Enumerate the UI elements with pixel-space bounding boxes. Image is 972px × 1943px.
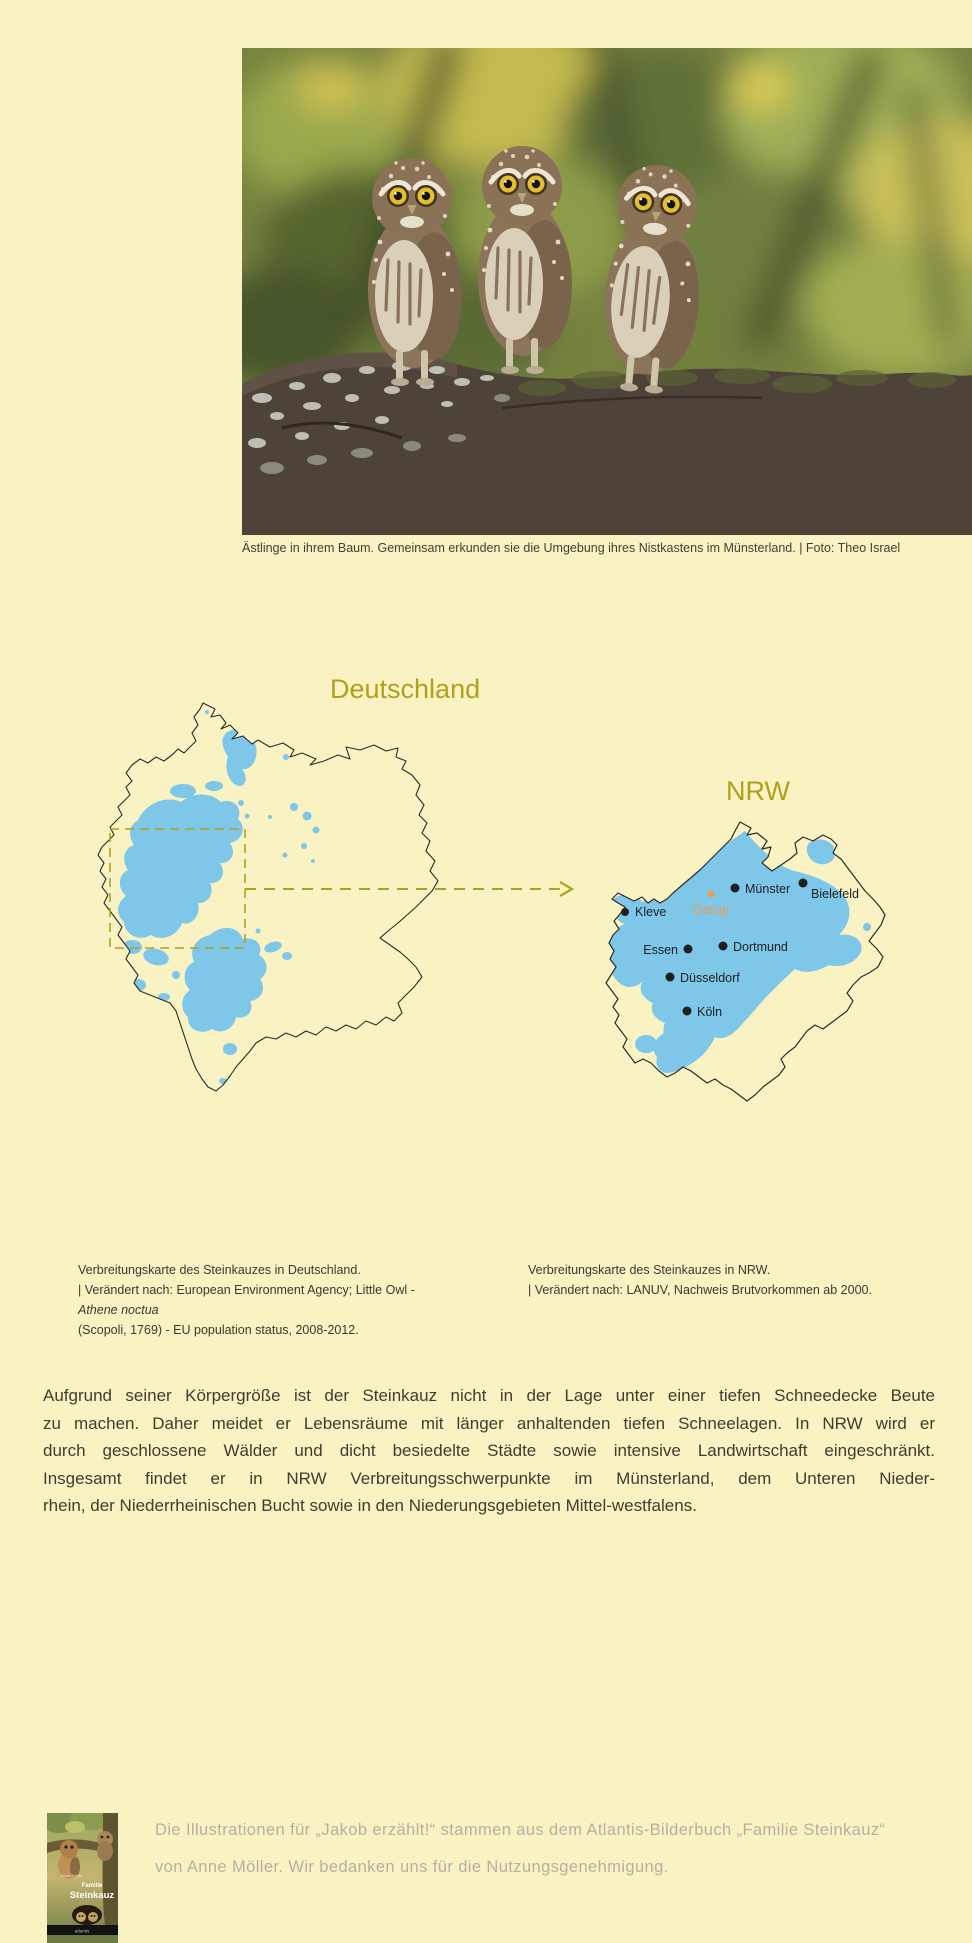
city-dot-essen <box>684 945 693 954</box>
nrw-map-caption <box>528 1260 958 1300</box>
city-dot-muenster <box>731 884 740 893</box>
city-label-essen: Essen <box>643 943 678 957</box>
city-label-kleve: Kleve <box>635 905 667 919</box>
germany-map-caption <box>78 1260 450 1340</box>
owl-photo <box>242 48 972 535</box>
nrw-map <box>606 822 885 1101</box>
nrw-caption-line1: Verbreitungskarte des Steinkauzes in NRW. <box>528 1263 771 1277</box>
city-dot-dortmund <box>719 942 728 951</box>
species-name: Athene noctua <box>78 1303 159 1317</box>
book-cover <box>47 1813 118 1943</box>
book-title-line1: Familie <box>81 1883 103 1889</box>
germany-caption-line1: Verbreitungskarte des Steinkauzes in Deutschland. <box>78 1263 361 1277</box>
germany-caption-line2: | Verändert nach: European Environment Agency; Little Owl - Athene noctua <box>78 1283 415 1317</box>
book-publisher-logo: atlantis <box>74 1928 90 1934</box>
nrw-caption-line2: | Verändert nach: LANUV, Nachweis Brutvorkommen ab 2000. <box>528 1283 872 1297</box>
city-dot-kleve <box>621 908 629 916</box>
lichen-branch <box>242 352 972 535</box>
nrw-distribution-patches <box>608 831 871 1089</box>
body-line: rhein, der Niederrheinischen Bucht sowie in den Niederungsgebieten Mittel-westfalens. <box>43 1496 697 1515</box>
credit-line2: von Anne Möller. Wir bedanken uns für die Nutzungsgenehmigung. <box>155 1858 669 1876</box>
germany-caption-line3: (Scopoli, 1769) - EU population status, 2008-2012. <box>78 1323 359 1337</box>
germany-map <box>98 703 438 1100</box>
credit-line1: Die Illustrationen für „Jakob erzählt!“ stammen aus dem Atlantis-Bilderbuch „Familie Steinkauz“ <box>155 1821 886 1839</box>
body-line: Aufgrund seiner Körpergröße ist der Steinkauz nicht in der Lage unter einer tiefen Schneedecke Beute <box>43 1386 935 1405</box>
photo-caption: Ästlinge in ihrem Baum. Gemeinsam erkunden sie die Umgebung ihres Nistkastens im Münsterland. | Foto: Theo Israel <box>242 541 901 555</box>
body-paragraph <box>43 1382 935 1520</box>
city-dot-duesseldorf <box>666 973 675 982</box>
city-label-koeln: Köln <box>697 1005 723 1019</box>
city-label-duesseldorf: Düsseldorf <box>680 971 740 985</box>
distribution-maps <box>0 640 972 1340</box>
city-label-darup: Darup <box>692 902 730 917</box>
book-title-line2: Steinkauz <box>69 1890 115 1901</box>
body-line: zu machen. Daher meidet er Lebensräume mit länger anhaltenden tiefen Schneelagen. In NRW wird er <box>43 1413 935 1433</box>
body-line: Insgesamt findet er in NRW Verbreitungsschwerpunkte im Münsterland, dem Unteren Nieder- <box>43 1468 935 1488</box>
body-line: durch geschlossene Wälder und dicht besiedelte Städte sowie intensive Landwirtschaft eingeschränkt. <box>43 1441 935 1460</box>
book-author: Anne Möller <box>61 1873 83 1878</box>
city-dot-bielefeld <box>799 879 808 888</box>
city-label-dortmund: Dortmund <box>733 940 788 954</box>
city-label-bielefeld: Bielefeld <box>811 887 859 901</box>
illustration-credit <box>155 1812 955 1886</box>
germany-distribution-patches <box>118 710 319 1100</box>
city-label-muenster: Münster <box>745 882 791 896</box>
city-dot-darup <box>708 891 715 898</box>
city-dot-koeln <box>683 1007 692 1016</box>
germany-map-title: Deutschland <box>330 674 481 704</box>
nrw-map-title: NRW <box>726 776 790 806</box>
zoom-arrow-head-icon <box>560 882 572 896</box>
